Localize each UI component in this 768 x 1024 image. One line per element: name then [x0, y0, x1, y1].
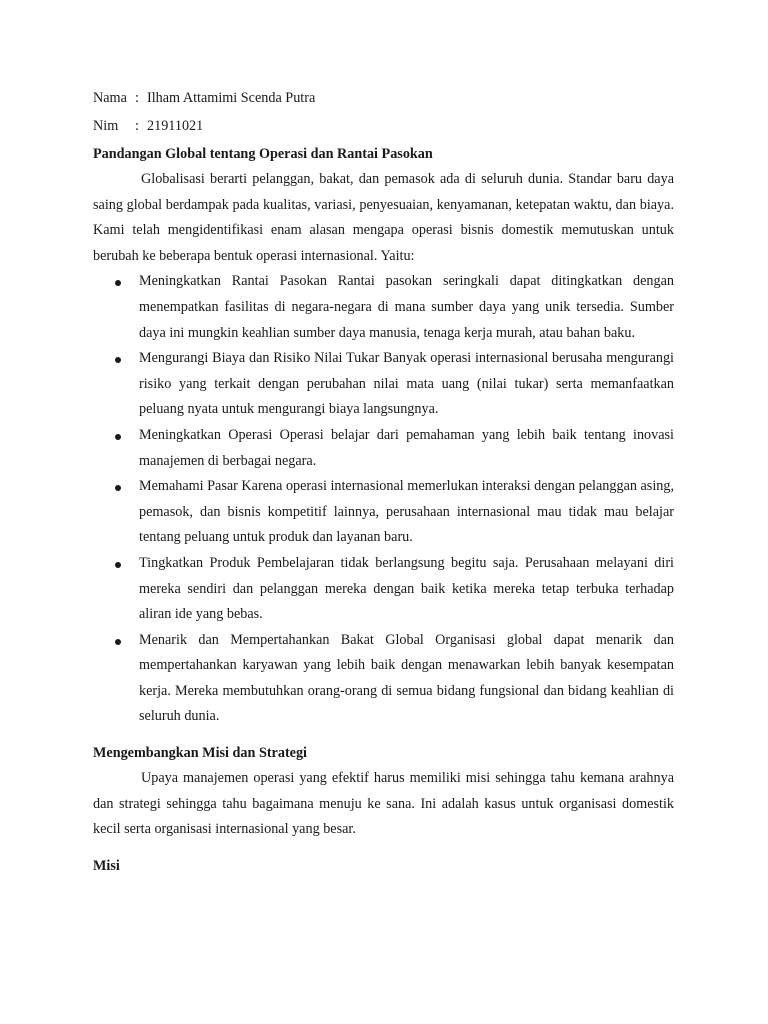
list-item: [93, 346, 674, 423]
name-separator: :: [135, 89, 139, 106]
mission-strategy-paragraph: Upaya manajemen operasi yang efektif harus memiliki misi sehingga tahu kemana arahnya dan strategi sehingga tahu bagaimana menuju ke sana. Ini adalah kasus untuk organisasi domestik kecil serta organisasi internasional yang besar.: [93, 770, 674, 838]
bullet-icon: [115, 434, 121, 440]
nim-separator: :: [135, 117, 139, 134]
nim-label: Nim: [93, 117, 119, 134]
list-item-text: Menarik dan Mempertahankan Bakat Global Organisasi global dapat menarik dan mempertahankan karyawan yang lebih baik dengan menawarkan lebih banyak kesempatan kerja. Mereka membutuhkan orang-orang di semua bidang fungsional dan bidang keahlian di seluruh dunia.: [139, 631, 674, 725]
nim-value: 21911021: [147, 117, 204, 134]
list-item-text: Mengurangi Biaya dan Risiko Nilai Tukar Banyak operasi internasional berusaha mengurangi risiko yang terkait dengan perubahan nilai mata uang (nilai tukar) serta memanfaatkan peluang nyata untuk mengurangi biaya langsungnya.: [139, 350, 674, 418]
bullet-icon: [115, 357, 121, 363]
section-heading-global: Pandangan Global tentang Operasi dan Rantai Pasokan: [93, 146, 433, 162]
list-item: [93, 269, 674, 346]
nim-line: [93, 112, 674, 140]
list-item-text: Meningkatkan Operasi Operasi belajar dari pemahaman yang lebih baik tentang inovasi manajemen di berbagai negara.: [139, 426, 674, 469]
bullet-icon: [115, 485, 121, 491]
bullet-icon: [115, 639, 121, 645]
bullet-icon: [115, 280, 121, 286]
list-item: [93, 628, 674, 730]
list-item: [93, 551, 674, 628]
intro-paragraph: Globalisasi berarti pelanggan, bakat, dan pemasok ada di seluruh dunia. Standar baru daya saing global berdampak pada kualitas, variasi, penyesuaian, kenyamanan, ketepatan waktu, dan biaya. Kami telah mengidentifikasi enam alasan mengapa operasi bisnis domestik memutuskan untuk berubah ke beberapa bentuk operasi internasional. Yaitu:: [93, 171, 674, 264]
reasons-list: [93, 269, 674, 730]
list-item: [93, 423, 674, 474]
bullet-icon: [115, 562, 121, 568]
list-item-text: Meningkatkan Rantai Pasokan Rantai pasokan seringkali dapat ditingkatkan dengan menempatkan fasilitas di negara-negara di mana sumber daya yang unik tersedia. Sumber daya ini mungkin keahlian sumber daya manusia, tenaga kerja murah, atau bahan baku.: [139, 273, 674, 341]
section-heading-mission-strategy: Mengembangkan Misi dan Strategi: [93, 745, 308, 762]
list-item-text: Tingkatkan Produk Pembelajaran tidak berlangsung begitu saja. Perusahaan melayani diri mereka sendiri dan pelanggan mereka dengan baik ketika mereka tetap terbuka terhadap aliran ide yang bebas.: [139, 554, 674, 623]
name-label: Nama: [93, 89, 127, 106]
list-item: [93, 474, 674, 551]
section-heading-mission: Misi: [93, 857, 120, 874]
name-value: Ilham Attamimi Scenda Putra: [147, 89, 316, 106]
name-line: [93, 84, 674, 112]
list-item-text: Memahami Pasar Karena operasi internasional memerlukan interaksi dengan pelanggan asing, pemasok, dan bisnis kompetitif lainnya, perusahaan internasional mau tidak mau belajar tentang peluang untuk produk dan layanan baru.: [139, 478, 674, 546]
